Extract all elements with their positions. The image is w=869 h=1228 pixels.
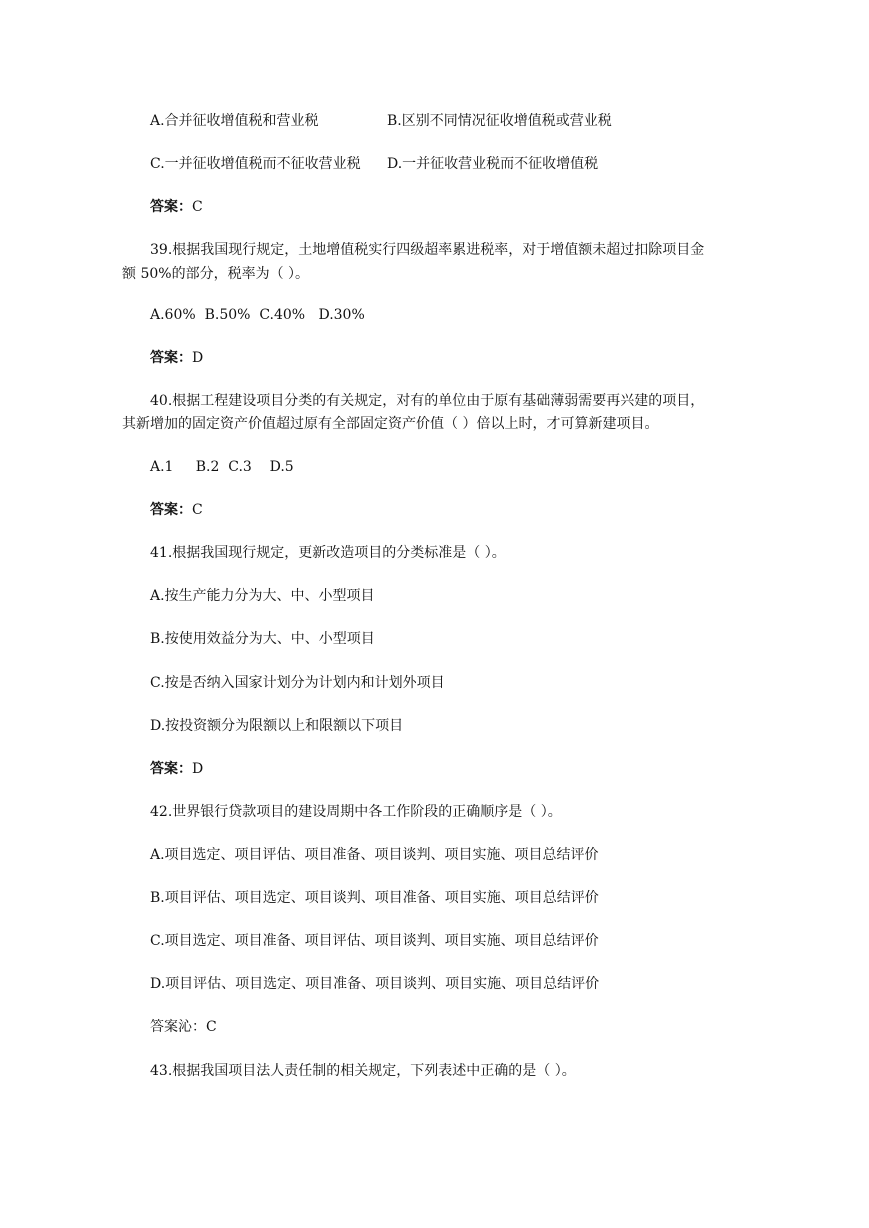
q40-stem-line2: 其新增加的固定资产价值超过原有全部固定资产价值（ ）倍以上时，才可算新建项目。 (122, 416, 659, 432)
q42-option-d: D.项目评估、项目选定、项目准备、项目谈判、项目实施、项目总结评价 (150, 976, 600, 992)
q39-answer (150, 348, 203, 368)
q41-stem: 41.根据我国现行规定，更新改造项目的分类标准是（ ）。 (150, 545, 506, 561)
q40-answer (150, 500, 203, 520)
answer-value: D (192, 350, 204, 366)
q39-stem-line1: 39.根据我国现行规定，土地增值税实行四级超率累进税率，对于增值额未超过扣除项目金 (150, 242, 705, 258)
q41-option-c: C.按是否纳入国家计划分为计划内和计划外项目 (150, 675, 445, 691)
answer-value: C (192, 502, 203, 518)
answer-value: C (192, 199, 203, 215)
q41-option-d: D.按投资额分为限额以上和限额以下项目 (150, 718, 404, 734)
q38-answer (150, 197, 203, 217)
answer-label: 答案： (150, 761, 192, 777)
q39-options: A.60% B.50% C.40% D.30% (150, 307, 365, 323)
q38-option-a: A.合并征收增值税和营业税 (150, 113, 319, 129)
q42-answer: 答案沁：C (150, 1019, 217, 1035)
answer-label: 答案： (150, 199, 192, 215)
answer-label: 答案： (150, 350, 192, 366)
q42-option-c: C.项目选定、项目准备、项目评估、项目谈判、项目实施、项目总结评价 (150, 933, 599, 949)
q40-options: A.1 B.2 C.3 D.5 (150, 459, 294, 475)
q39-stem-line2: 额 50%的部分，税率为（ ）。 (122, 266, 310, 282)
q42-option-b: B.项目评估、项目选定、项目谈判、项目准备、项目实施、项目总结评价 (150, 890, 599, 906)
q41-answer (150, 759, 203, 779)
q42-stem: 42.世界银行贷款项目的建设周期中各工作阶段的正确顺序是（ ）。 (150, 804, 562, 820)
q42-option-a: A.项目选定、项目评估、项目准备、项目谈判、项目实施、项目总结评价 (150, 847, 599, 863)
q38-option-d: D.一并征收营业税而不征收增值税 (387, 156, 599, 172)
q40-stem-line1: 40.根据工程建设项目分类的有关规定，对有的单位由于原有基础薄弱需要再兴建的项目， (150, 393, 705, 409)
q41-option-a: A.按生产能力分为大、中、小型项目 (150, 588, 375, 604)
q41-option-b: B.按使用效益分为大、中、小型项目 (150, 631, 375, 647)
answer-value: D (192, 761, 204, 777)
answer-label: 答案： (150, 502, 192, 518)
q38-option-b: B.区别不同情况征收增值税或营业税 (387, 113, 612, 129)
q38-option-c: C.一并征收增值税而不征收营业税 (150, 156, 361, 172)
q43-stem: 43.根据我国项目法人责任制的相关规定，下列表述中正确的是（ ）。 (150, 1063, 576, 1079)
